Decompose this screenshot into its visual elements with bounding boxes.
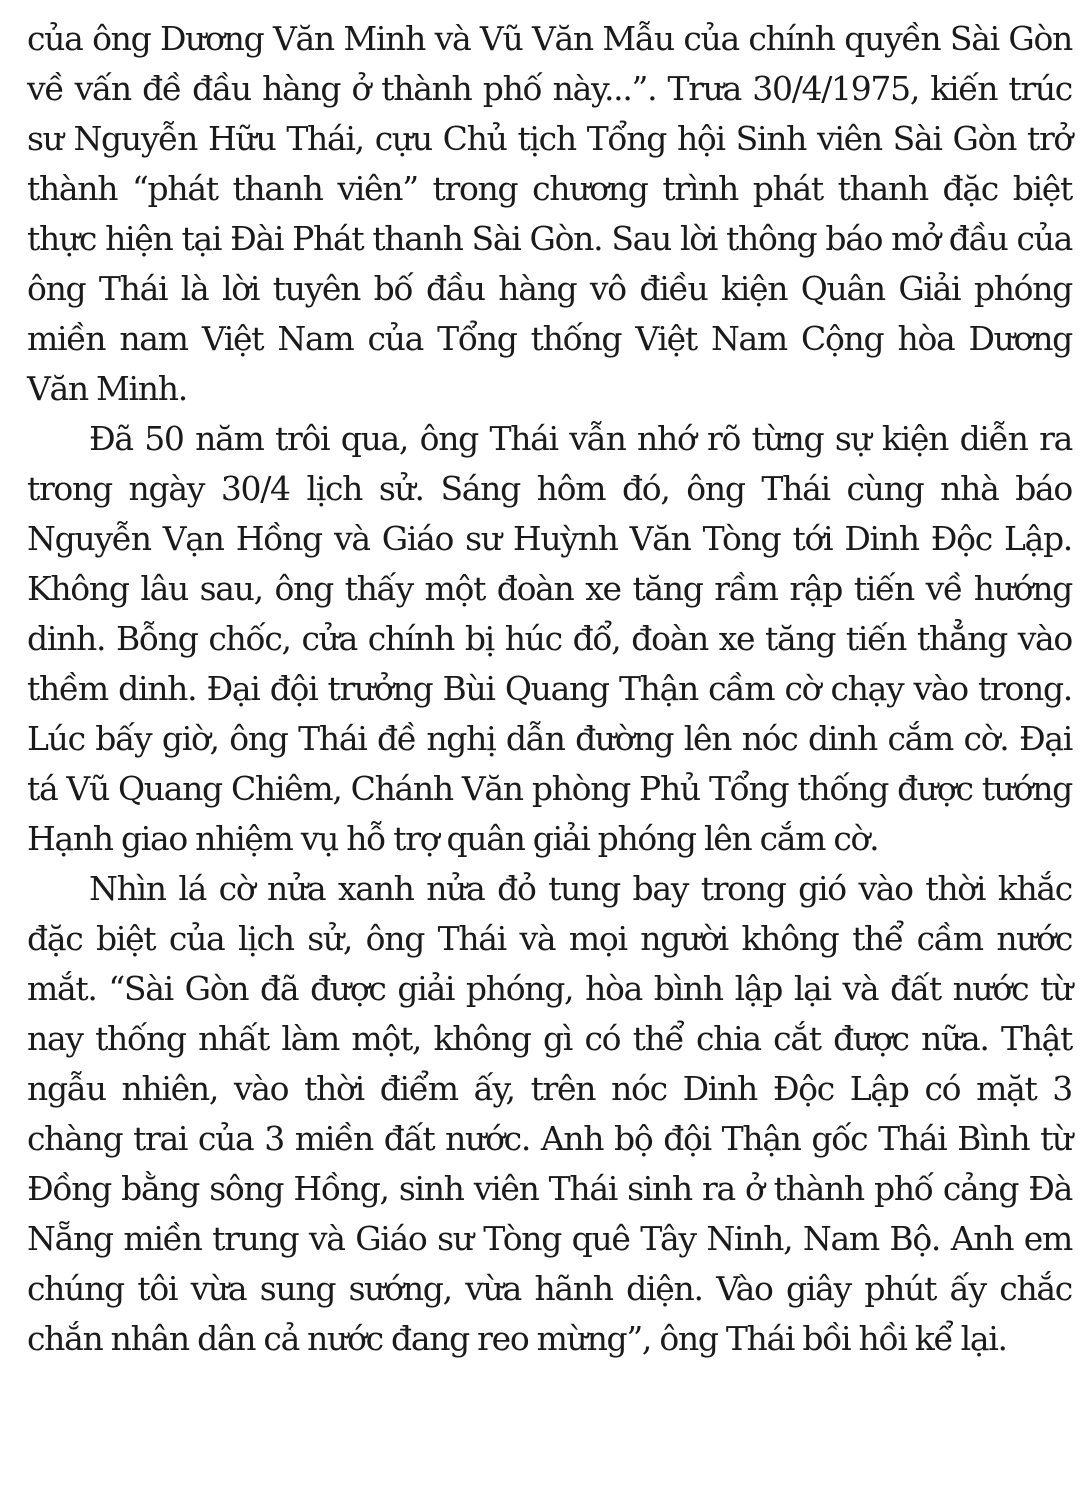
paragraph-3: Nhìn lá cờ nửa xanh nửa đỏ tung bay trong gió vào thời khắc đặc biệt của lịch sử, ông Thái và mọi người không thể cầm nước mắt. “Sài Gòn đã được giải phóng, hòa bình lập lại và đất nước từ nay thống nhất làm một, không gì có thể chia cắt được nữa. Thật ngẫu nhiên, vào thời điểm ấy, trên nóc Dinh Độc Lập có mặt 3 chàng trai của 3 miền đất nước. Anh bộ đội Thận gốc Thái Bình từ Đồng bằng sông Hồng, sinh viên Thái sinh ra ở thành phố cảng Đà Nẵng miền trung và Giáo sư Tòng quê Tây Ninh, Nam Bộ. Anh em chúng tôi vừa sung sướng, vừa hãnh diện. Vào giây phút ấy chắc chắn nhân dân cả nước đang reo mừng”, ông Thái bồi hồi kể lại. bbox=[27, 869, 1072, 1358]
paragraph-1: của ông Dương Văn Minh và Vũ Văn Mẫu của chính quyền Sài Gòn về vấn đề đầu hàng ở thành phố này...”. Trưa 30/4/1975, kiến trúc sư Nguyễn Hữu Thái, cựu Chủ tịch Tổng hội Sinh viên Sài Gòn trở thành “phát thanh viên” trong chương trình phát thanh đặc biệt thực hiện tại Đài Phát thanh Sài Gòn. Sau lời thông báo mở đầu của ông Thái là lời tuyên bố đầu hàng vô điều kiện Quân Giải phóng miền nam Việt Nam của Tổng thống Việt Nam Cộng hòa Dương Văn Minh. bbox=[27, 19, 1072, 408]
article-body bbox=[27, 14, 1072, 1364]
paragraph-2: Đã 50 năm trôi qua, ông Thái vẫn nhớ rõ từng sự kiện diễn ra trong ngày 30/4 lịch sử. Sáng hôm đó, ông Thái cùng nhà báo Nguyễn Vạn Hồng và Giáo sư Huỳnh Văn Tòng tới Dinh Độc Lập. Không lâu sau, ông thấy một đoàn xe tăng rầm rập tiến về hướng dinh. Bỗng chốc, cửa chính bị húc đổ, đoàn xe tăng tiến thẳng vào thềm dinh. Đại đội trưởng Bùi Quang Thận cầm cờ chạy vào trong. Lúc bấy giờ, ông Thái đề nghị dẫn đường lên nóc dinh cắm cờ. Đại tá Vũ Quang Chiêm, Chánh Văn phòng Phủ Tổng thống được tướng Hạnh giao nhiệm vụ hỗ trợ quân giải phóng lên cắm cờ. bbox=[27, 419, 1072, 858]
